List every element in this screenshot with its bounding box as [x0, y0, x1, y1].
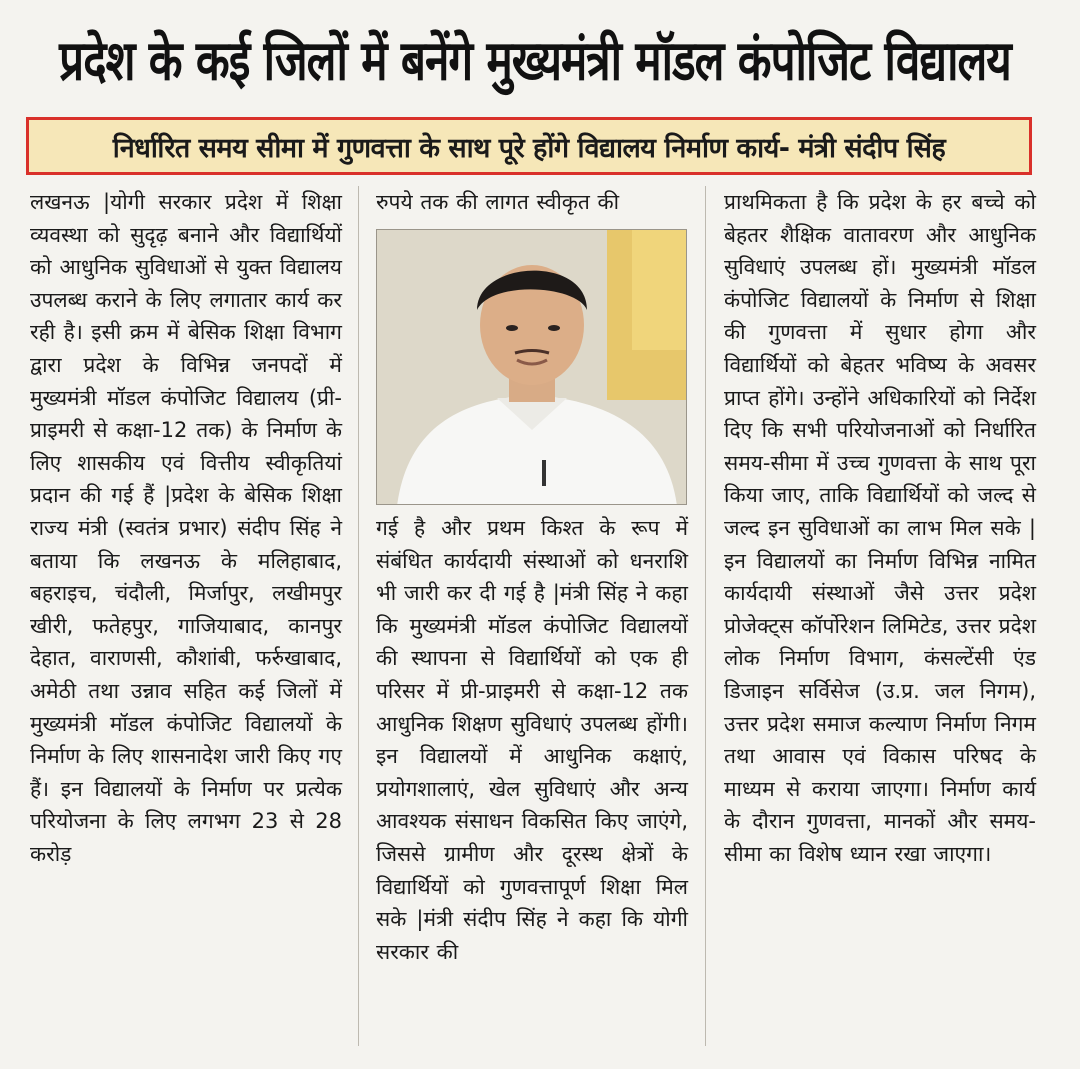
headline: प्रदेश के कई जिलों में बनेंगे मुख्यमंत्री मॉडल कंपोजिट विद्यालय	[59, 29, 1011, 93]
column-divider	[358, 186, 359, 1046]
article-column-1: लखनऊ |योगी सरकार प्रदेश में शिक्षा व्यवस्था को सुदृढ़ बनाने और विद्यार्थियों को आधुनिक सुविधाओं से युक्त विद्यालय उपलब्ध कराने के लिए लगातार कार्य कर रही है। इसी क्रम में बेसिक शिक्षा विभाग द्वारा प्रदेश के विभिन्न जनपदों में मुख्यमंत्री मॉडल कंपोजिट विद्यालय (प्री-प्राइमरी से कक्षा-12 तक) के निर्माण के लिए शासकीय एवं वित्तीय स्वीकृतियां प्रदान की गई हैं |प्रदेश के बेसिक शिक्षा राज्य मंत्री (स्वतंत्र प्रभार) संदीप सिंह ने बताया कि लखनऊ के मलिहाबाद, बहराइच, चंदौली, मिर्जापुर, लखीमपुर खीरी, फतेहपुर, गाजियाबाद, कानपुर देहात, वाराणसी, कौशांबी, फर्रुखाबाद, अमेठी तथा उन्नाव सहित कई जिलों में मुख्यमंत्री मॉडल कंपोजिट विद्यालयों के निर्माण के लिए शासनादेश जारी किए गए हैं। इन विद्यालयों के निर्माण पर प्रत्येक परियोजना के लिए लगभग 23 से 28 करोड़	[30, 190, 342, 866]
subheadline-banner	[26, 117, 1032, 175]
article-column-2-bottom: गई है और प्रथम किश्त के रूप में संबंधित कार्यदायी संस्थाओं को धनराशि भी जारी कर दी गई है |मंत्री सिंह ने कहा कि मुख्यमंत्री मॉडल कंपोजिट विद्यालयों की स्थापना से विद्यार्थियों को एक ही परिसर में प्री-प्राइमरी से कक्षा-12 तक आधुनिक शिक्षण सुविधाएं उपलब्ध होंगी। इन विद्यालयों में आधुनिक कक्षाएं, प्रयोगशालाएं, खेल सुविधाएं और अन्य आवश्यक संसाधन विकसित किए जाएंगे, जिससे ग्रामीण और दूरस्थ क्षेत्रों के विद्यार्थियों को गुणवत्तापूर्ण शिक्षा मिल सके |मंत्री संदीप सिंह ने कहा कि योगी सरकार की	[376, 516, 688, 964]
article-column-3: प्राथमिकता है कि प्रदेश के हर बच्चे को बेहतर शैक्षिक वातावरण और आधुनिक सुविधाएं उपलब्ध हों। मुख्यमंत्री मॉडल कंपोजिट विद्यालयों के निर्माण से शिक्षा की गुणवत्ता में सुधार होगा और विद्यार्थियों को बेहतर भविष्य के अवसर प्राप्त होंगे। उन्होंने अधिकारियों को निर्देश दिए कि सभी परियोजनाओं को निर्धारित समय-सीमा में उच्च गुणवत्ता के साथ पूरा किया जाए, ताकि विद्यार्थियों को जल्द से जल्द इन सुविधाओं का लाभ मिल सके |इन विद्यालयों का निर्माण विभिन्न नामित कार्यदायी संस्थाओं जैसे उत्तर प्रदेश प्रोजेक्ट्स कॉर्पोरेशन लिमिटेड, उत्तर प्रदेश लोक निर्माण विभाग, कंसल्टेंसी एंड डिजाइन सर्विसेज (उ.प्र. जल निगम), उत्तर प्रदेश समाज कल्याण निर्माण निगम तथा आवास एवं विकास परिषद के माध्यम से कराया जाएगा। निर्माण कार्य के दौरान गुणवत्ता, मानकों और समय-सीमा का विशेष ध्यान रखा जाएगा।	[724, 190, 1036, 866]
minister-photo	[376, 229, 687, 505]
column-divider	[705, 186, 706, 1046]
portrait-illustration	[377, 230, 687, 505]
subheadline-text: निर्धारित समय सीमा में गुणवत्ता के साथ पूरे होंगे विद्यालय निर्माण कार्य- मंत्री संदीप सिंह	[112, 132, 946, 164]
article-column-2-top: रुपये तक की लागत स्वीकृत की	[376, 190, 620, 214]
